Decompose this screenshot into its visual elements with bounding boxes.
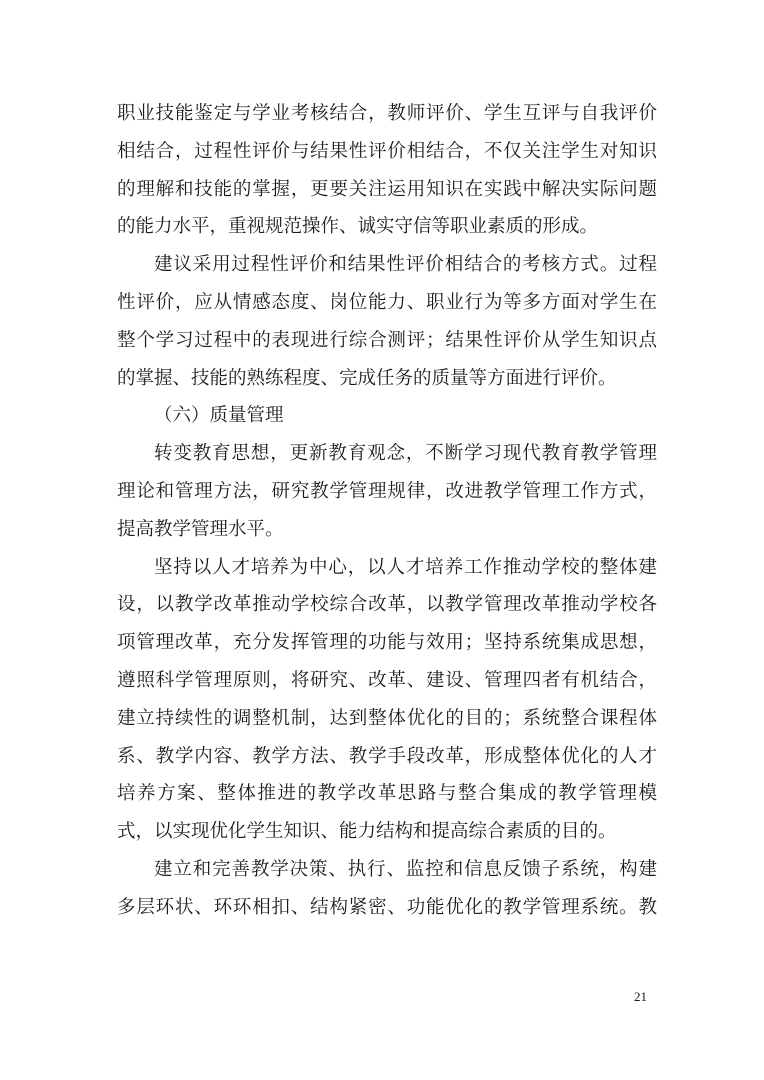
paragraph-talent-training — [117, 549, 657, 851]
text-line: 的能力水平，重视规范操作、诚实守信等职业素质的形成。 — [117, 216, 599, 238]
text-line: 多层环状、环环相扣、结构紧密、功能优化的教学管理系统。教 — [117, 896, 657, 918]
section-heading — [117, 397, 657, 435]
text-line: 的掌握、技能的熟练程度、完成任务的质量等方面进行评价。 — [117, 367, 617, 389]
text-line: 建立持续性的调整机制，达到整体优化的目的；系统整合课程体 — [117, 707, 657, 729]
text-line: 职业技能鉴定与学业考核结合，教师评价、学生互评与自我评价 — [117, 103, 657, 124]
text-line: 建议采用过程性评价和结果性评价相结合的考核方式。过程 — [154, 254, 657, 276]
text-line: 系、教学内容、教学方法、教学手段改革，形成整体优化的人才 — [117, 745, 657, 767]
heading-text: （六）质量管理 — [154, 405, 284, 427]
paragraph-management-system — [117, 851, 657, 927]
text-line: 坚持以人才培养为中心，以人才培养工作推动学校的整体建 — [154, 556, 657, 578]
text-line: 性评价，应从情感态度、岗位能力、职业行为等多方面对学生在 — [117, 291, 657, 313]
paragraph-education-ideas — [117, 435, 657, 548]
text-line: 理论和管理方法，研究教学管理规律，改进教学管理工作方式， — [117, 480, 657, 502]
text-line: 项管理改革，充分发挥管理的功能与效用；坚持系统集成思想， — [117, 632, 657, 654]
text-line: 相结合，过程性评价与结果性评价相结合，不仅关注学生对知识 — [117, 140, 657, 162]
text-line: 的理解和技能的掌握，更要关注运用知识在实践中解决实际问题 — [117, 178, 657, 200]
paragraph-assessment — [117, 246, 657, 397]
text-line: 式，以实现优化学生知识、能力结构和提高综合素质的目的。 — [117, 821, 617, 843]
text-line: 转变教育思想，更新教育观念，不断学习现代教育教学管理 — [154, 443, 657, 465]
text-line: 整个学习过程中的表现进行综合测评；结果性评价从学生知识点 — [117, 329, 657, 351]
text-line: 设，以教学改革推动学校综合改革，以教学管理改革推动学校各 — [117, 594, 657, 616]
text-line: 培养方案、整体推进的教学改革思路与整合集成的教学管理模 — [117, 783, 657, 805]
body-text — [117, 95, 657, 927]
page-number: 21 — [634, 989, 647, 1004]
text-line: 建立和完善教学决策、执行、监控和信息反馈子系统，构建 — [154, 858, 657, 880]
text-line: 遵照科学管理原则，将研究、改革、建设、管理四者有机结合， — [117, 669, 657, 691]
text-line: 提高教学管理水平。 — [117, 518, 284, 540]
paragraph-continuation — [117, 95, 657, 246]
